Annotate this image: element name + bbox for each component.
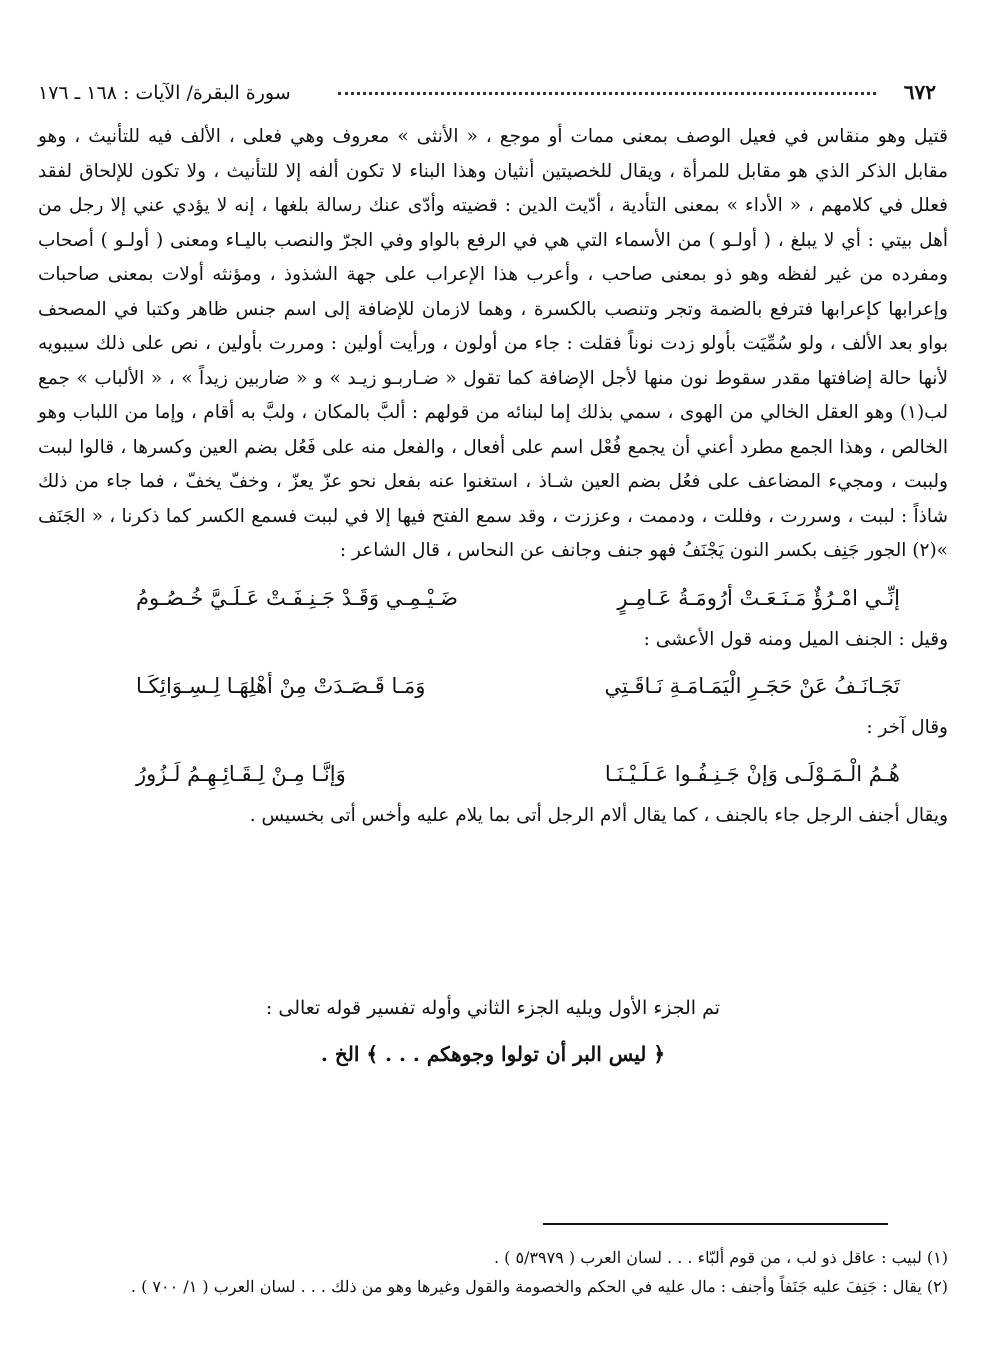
verse-hemistich-first: تَجَـانَـفُ عَنْ حَجَـرِ الْيَمَـامَـةِ نَـاقَـتِي xyxy=(604,673,900,698)
footnotes xyxy=(38,1243,948,1301)
verse-hemistich-second: وَإنَّـا مِـنْ لِـقَـائِـهِـمُ لَـزُورُ xyxy=(136,761,346,786)
verse-intro: وقيل : الجنف الميل ومنه قول الأعشى : xyxy=(643,628,948,650)
footnote-divider xyxy=(543,1223,888,1225)
poetry-verse-2 xyxy=(38,663,948,709)
volume-end-note xyxy=(38,985,948,1077)
verse-hemistich-first: إنِّـي امْـرُؤٌ مَـنَـعَـتْ أرُومَـةُ عَـامِـرٍ xyxy=(617,585,900,610)
body-paragraph: قتيل وهو منقاس في فعيل الوصف بمعنى ممات أو موجع ، « الأنثى » معروف وهي فعلى ، الألف فيه للتأنيث ، وهو مقابل الذكر الذي هو مقابل للمرأة ، ويقال للخصيتين أنثيان وهذا البناء لا تكون ألفه إلا للتأنيث ، ولا تكون للإلحاق لفقد فعلل في كلامهم ، « الأداء » بمعنى التأدية ، أدّيت الدين : قضيته وأدّى عنك رسالة بلغها ، إنه لا يؤدي عني إلا رجل من أهل بيتي : أي لا يبلغ ، ( أولـو ) من الأسماء التي هي في الرفع بالواو وفي الجرّ والنصب باليـاء ومعنى ( أولـو ) أصحاب ومفرده من غير لفظه وهو ذو بمعنى صاحب ، وأعرب هذا الإعراب على جهة الشذوذ ، ومؤنثه أولات بمعنى صاحبات وإعرابها كإعرابها فترفع بالضمة وتجر وتنصب بالكسرة ، وهما لازمان للإضافة إلى اسم جنس ظاهر وكتبا في المصحف بواو بعد الألف ، ولو سُمِّيَت بأولو زدت نوناً فقلت : جاء من أولون ، ورأيت أولين : ومررت بأولين ، نص على ذلك سيبويه لأنها حالة إضافتها مقدر سقوط نون منها لأجل الإضافة كما تقول « ضـاربـو زيـد » و « ضاربين زيداً » ، « الألباب » جمع لب(١) وهو العقل الخالي من الهوى ، سمي بذلك إما لبنائه من قولهم : ألبَّ بالمكان ، ولبَّ به أقام ، وإما من اللباب وهو الخالص ، وهذا الجمع مطرد أعني أن يجمع فُعْل اسم على أفعال ، والفعل منه على فَعُل بضم العين وكسرها ، قالوا لببت ولببت ، ومجيء المضاعف على فعُل بضم العين شـاذ ، استغنوا عنه بفعل نحو عزّ يعزّ ، وخفّ يخفّ ، فما جاء من ذلك شاذاً : لببت ، وسررت ، وفللت ، ودممت ، وعززت ، وقد سمع الفتح فيها إلا في لببت فسمع الكسر كما ذكرنا ، « الجَنَف »(٢) الجور جَنِف بكسر النون يَجْنَفُ فهو جنف وجانف عن النحاس ، قال الشاعر : xyxy=(38,126,948,561)
poetry-verse-3 xyxy=(38,751,948,797)
poetry-verse-1 xyxy=(38,575,948,621)
end-of-volume-line: تم الجزء الأول ويليه الجزء الثاني وأوله تفسير قوله تعالى : xyxy=(265,997,721,1019)
footnote-1: (١) لبيب : عاقل ذو لب ، من قوم ألبّاء . . . لسان العرب ( ٥/٣٩٧٩ ) . xyxy=(493,1248,948,1267)
header-dotted-leader xyxy=(338,92,876,95)
page-number: ٦٧٢ xyxy=(903,80,936,104)
quran-quote: ﴿ ليس البر أن تولوا وجوهكم . . . ﴾ الخ . xyxy=(320,1042,666,1066)
closing-paragraph: ويقال أجنف الرجل جاء بالجنف ، كما يقال ألام الرجل أتى بما يلام عليه وأخس أتى بخسيس . xyxy=(249,804,948,826)
verse-intro: وقال آخر : xyxy=(866,716,948,738)
verse-hemistich-first: هُـمُ الْـمَـوْلَـى وَإنْ جَـنِـفُـوا عَـلَـيْـنَـا xyxy=(604,761,900,786)
footnote-2: (٢) يقال : جَنِفَ عليه جَنَفاً وأجنف : مال عليه في الحكم والخصومة والقول وغيرها وهو من ذلك . . . لسان العرب ( ١/ ٧٠٠ ) . xyxy=(130,1277,948,1296)
running-title: سورة البقرة/ الآيات : ١٦٨ ـ ١٧٦ xyxy=(38,82,291,104)
page-header xyxy=(38,80,948,114)
main-text xyxy=(38,120,948,833)
book-page xyxy=(38,0,948,1368)
verse-hemistich-second: ضَـيْـمِـي وَقَـدْ جَـنِـفَـتْ عَـلَـيَّ خُـصُـومُ xyxy=(136,585,458,610)
verse-hemistich-second: وَمَـا قَـصَـدَتْ مِنْ أهْلِهَـا لِـسِـوَائِكَـا xyxy=(136,673,426,698)
